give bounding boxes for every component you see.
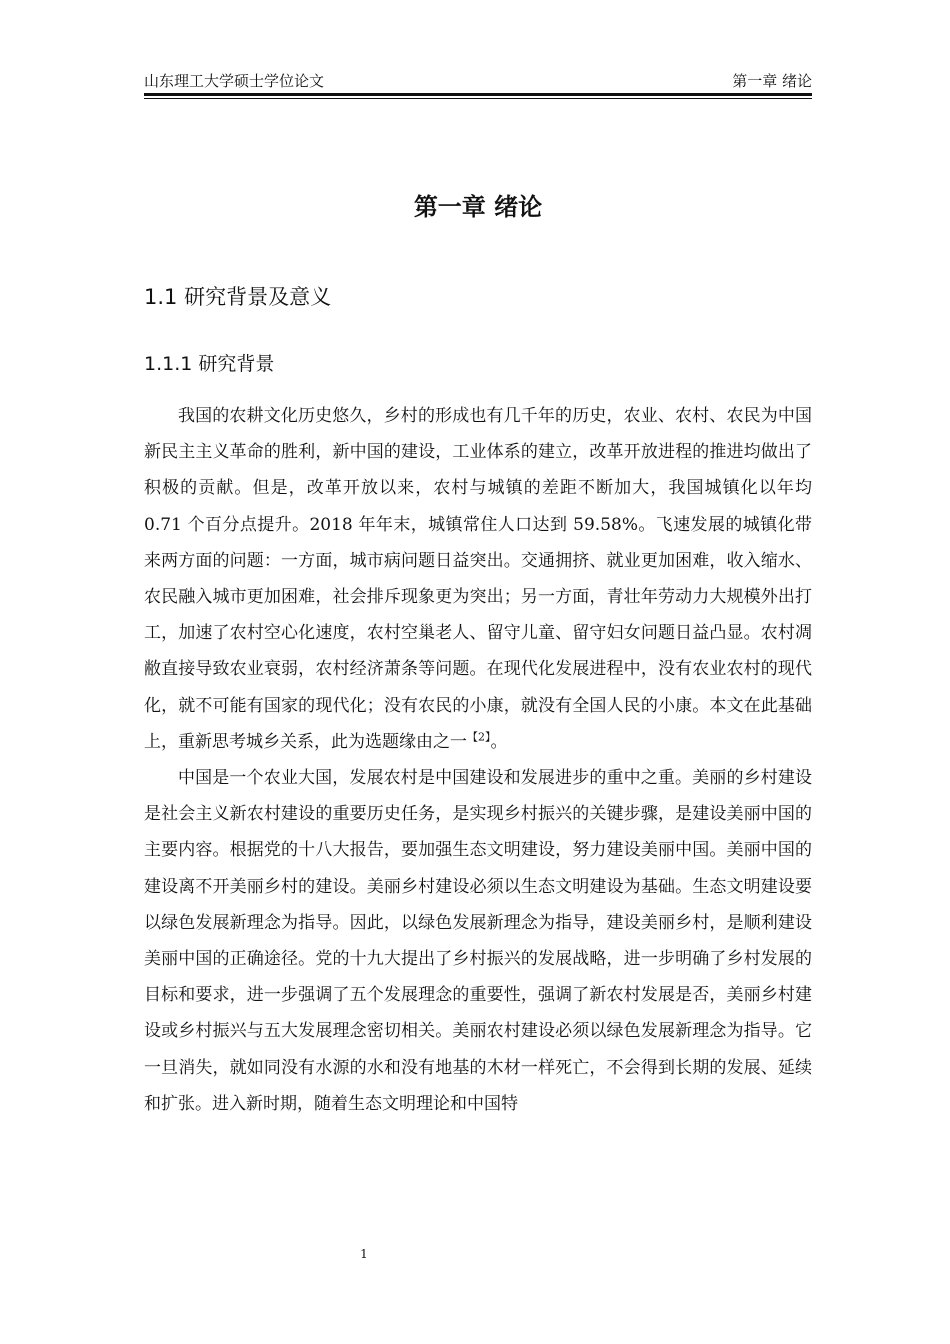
paragraph-2 <box>144 760 812 1122</box>
paragraph-1-end: 。 <box>490 731 508 752</box>
citation-marker: 【2】 <box>467 730 491 744</box>
header-chapter-title: 第一章 绪论 <box>732 72 812 90</box>
section-title: 1.1 研究背景及意义 <box>144 285 332 309</box>
paragraph-1 <box>144 398 812 760</box>
paragraph-2-text: 中国是一个农业大国，发展农村是中国建设和发展进步的重中之重。美丽的乡村建设是社会主义新农村建设的重要历史任务，是实现乡村振兴的关键步骤，是建设美丽中国的主要内容。根据党的十八大报告，要加强生态文明建设，努力建设美丽中国。美丽中国的建设离不开美丽乡村的建设。美丽乡村建设必须以生态文明建设为基础。生态文明建设要以绿色发展新理念为指导。因此，以绿色发展新理念为指导，建设美丽乡村，是顺利建设美丽中国的正确途径。党的十九大提出了乡村振兴的发展战略，进一步明确了乡村发展的目标和要求，进一步强调了五个发展理念的重要性，强调了新农村发展是否，美丽乡村建设或乡村振兴与五大发展理念密切相关。美丽农村建设必须以绿色发展新理念为指导。它一旦消失，就如同没有水源的水和没有地基的木材一样死亡，不会得到长期的发展、延续和扩张。进入新时期，随着生态文明理论和中国特 <box>144 768 812 1114</box>
body-text <box>144 398 812 1122</box>
subsection-title: 1.1.1 研究背景 <box>144 353 275 375</box>
header-rule-thick <box>144 93 812 96</box>
chapter-title: 第一章 绪论 <box>413 193 543 221</box>
header-thesis-title: 山东理工大学硕士学位论文 <box>144 72 325 90</box>
page-number: 1 <box>360 1247 368 1261</box>
running-header <box>144 70 812 92</box>
paragraph-1-text: 我国的农耕文化历史悠久，乡村的形成也有几千年的历史，农业、农村、农民为中国新民主主义革命的胜利，新中国的建设，工业体系的建立，改革开放进程的推进均做出了积极的贡献。但是，改革开放以来，农村与城镇的差距不断加大，我国城镇化以年均 0.71 个百分点提升。2018 年年末，城镇常住人口达到 59.58%。飞速发展的城镇化带来两方面的问题：一方面，城市病问题日益突出。交通拥挤、就业更加困难，收入缩水、农民融入城市更加困难，社会排斥现象更为突出；另一方面，青壮年劳动力大规模外出打工，加速了农村空心化速度，农村空巢老人、留守儿童、留守妇女问题日益凸显。农村凋敝直接导致农业衰弱，农村经济萧条等问题。在现代化发展进程中，没有农业农村的现代化，就不可能有国家的现代化；没有农民的小康，就没有全国人民的小康。本文在此基础上，重新思考城乡关系，此为选题缘由之一 <box>144 406 812 752</box>
header-rule-thin <box>144 98 812 99</box>
